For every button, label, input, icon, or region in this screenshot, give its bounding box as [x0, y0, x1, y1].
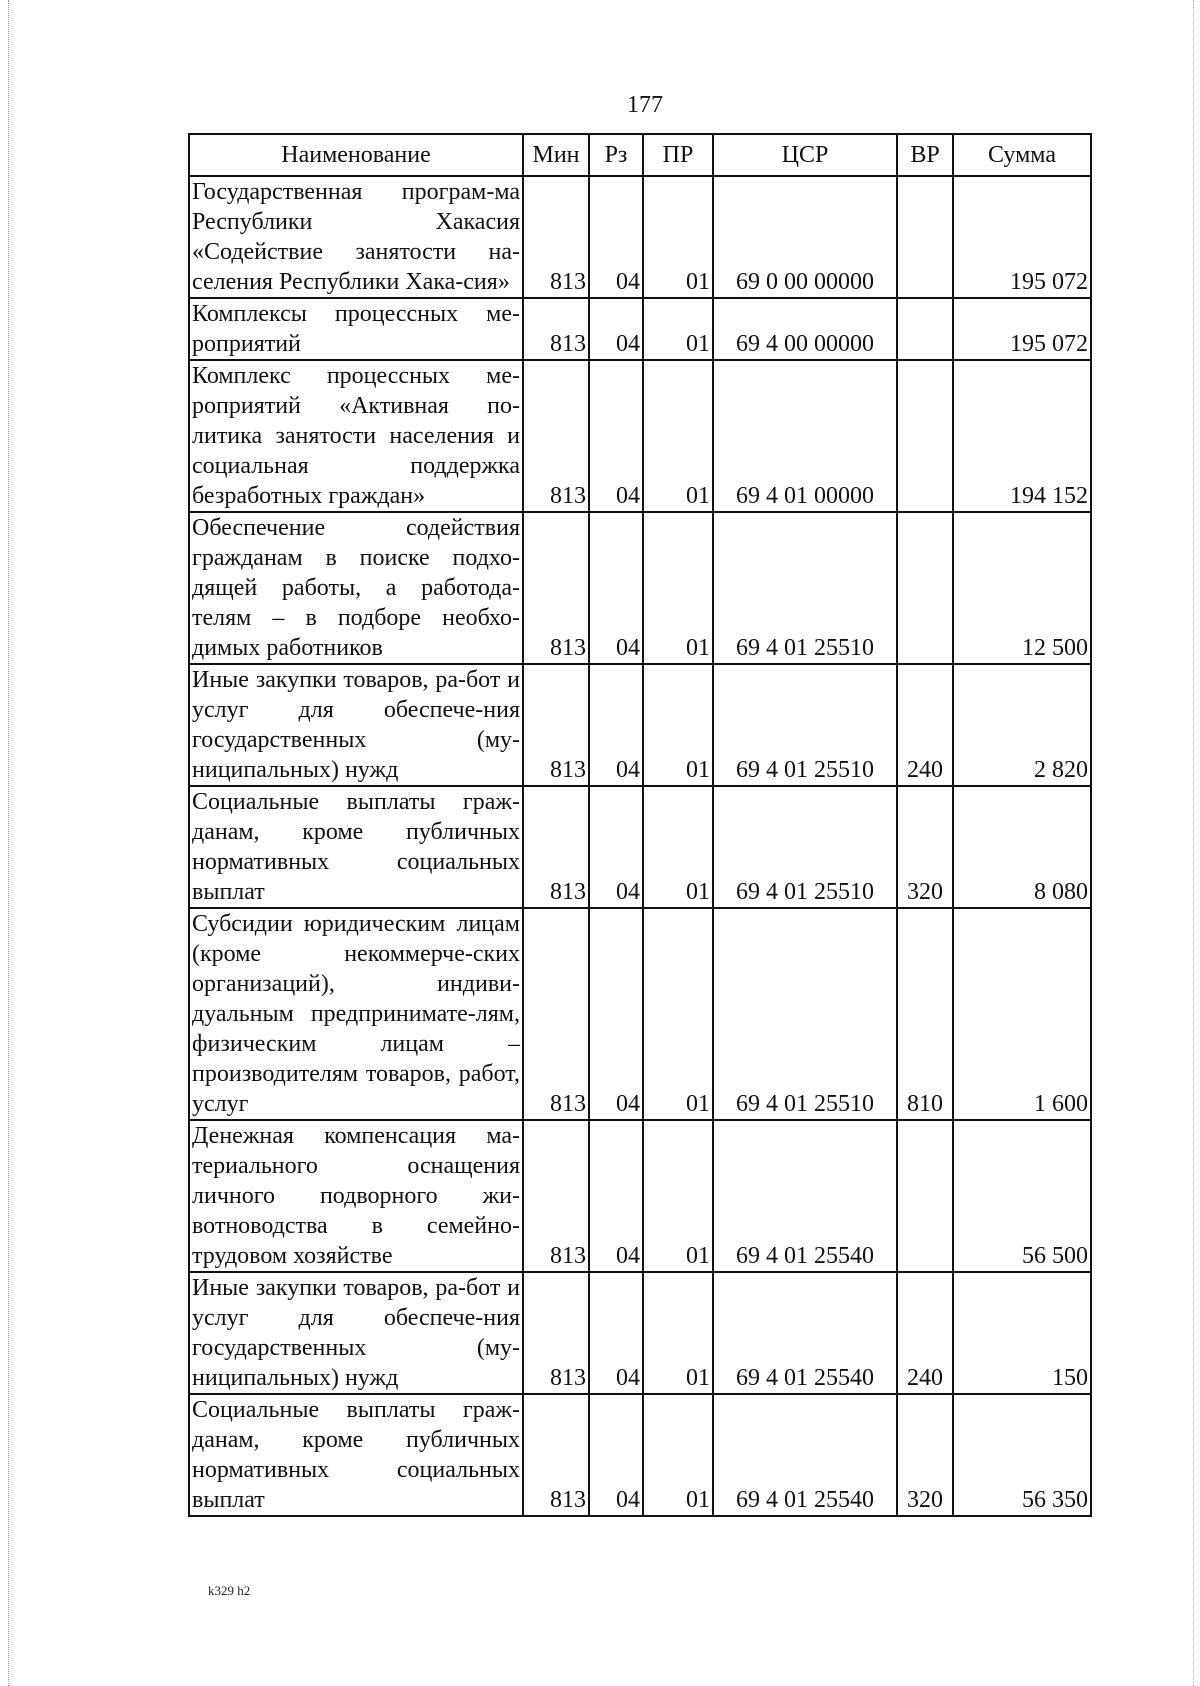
- row-name: Иные закупки товаров, ра-бот и услуг для обеспече-ния государственных (му-ниципальных) нужд: [189, 664, 523, 786]
- row-vr: [897, 298, 953, 360]
- header-rz: Рз: [589, 134, 643, 176]
- row-pr: 01: [643, 360, 713, 512]
- row-sum: 8 080: [953, 786, 1091, 908]
- row-pr: 01: [643, 908, 713, 1120]
- page-number: 177: [627, 92, 663, 118]
- row-min: 813: [523, 908, 589, 1120]
- scan-edge-left: [8, 0, 9, 1686]
- row-name: Государственная програм-ма Республики Хакасия «Содействие занятости на-селения Республики Хака-сия»: [189, 176, 523, 298]
- header-min: Мин: [523, 134, 589, 176]
- header-name: Наименование: [189, 134, 523, 176]
- row-name: Иные закупки товаров, ра-бот и услуг для обеспече-ния государственных (му-ниципальных) нужд: [189, 1272, 523, 1394]
- row-csr: 69 4 01 25510: [713, 512, 897, 664]
- row-sum: 56 350: [953, 1394, 1091, 1516]
- row-name: Комплексы процессных ме-роприятий: [189, 298, 523, 360]
- table-row: [189, 512, 1091, 664]
- table-row: [189, 1394, 1091, 1516]
- row-csr: 69 4 01 25540: [713, 1394, 897, 1516]
- row-min: 813: [523, 176, 589, 298]
- row-csr: 69 4 01 25540: [713, 1272, 897, 1394]
- row-name: Социальные выплаты граж-данам, кроме публичных нормативных социальных выплат: [189, 1394, 523, 1516]
- row-min: 813: [523, 1394, 589, 1516]
- budget-table: [188, 133, 1092, 1517]
- row-csr: 69 4 01 25510: [713, 786, 897, 908]
- row-name: Субсидии юридическим лицам (кроме некоммерче-ских организаций), индиви-дуальным предпринимате-лям, физическим лицам – производителям товаров, работ, услуг: [189, 908, 523, 1120]
- header-sum: Сумма: [953, 134, 1091, 176]
- row-vr: [897, 1120, 953, 1272]
- row-pr: 01: [643, 1272, 713, 1394]
- row-min: 813: [523, 1120, 589, 1272]
- row-rz: 04: [589, 512, 643, 664]
- table-row: [189, 298, 1091, 360]
- row-sum: 150: [953, 1272, 1091, 1394]
- row-sum: 56 500: [953, 1120, 1091, 1272]
- row-pr: 01: [643, 664, 713, 786]
- row-name: Денежная компенсация ма-териального оснащения личного подворного жи-вотноводства в семейно-трудовом хозяйстве: [189, 1120, 523, 1272]
- row-csr: 69 0 00 00000: [713, 176, 897, 298]
- row-rz: 04: [589, 908, 643, 1120]
- row-rz: 04: [589, 786, 643, 908]
- row-min: 813: [523, 360, 589, 512]
- row-pr: 01: [643, 176, 713, 298]
- row-min: 813: [523, 786, 589, 908]
- row-min: 813: [523, 298, 589, 360]
- row-name: Обеспечение содействия гражданам в поиске подхо-дящей работы, а работода-телям – в подборе необхо-димых работников: [189, 512, 523, 664]
- row-sum: 194 152: [953, 360, 1091, 512]
- row-pr: 01: [643, 1120, 713, 1272]
- table-row: [189, 176, 1091, 298]
- row-vr: 320: [897, 1394, 953, 1516]
- table-row: [189, 360, 1091, 512]
- row-rz: 04: [589, 176, 643, 298]
- scan-edge-right: [1193, 0, 1194, 1686]
- row-csr: 69 4 01 00000: [713, 360, 897, 512]
- row-pr: 01: [643, 512, 713, 664]
- row-vr: [897, 360, 953, 512]
- row-sum: 195 072: [953, 176, 1091, 298]
- row-csr: 69 4 01 25540: [713, 1120, 897, 1272]
- row-vr: [897, 176, 953, 298]
- row-name: Социальные выплаты граж-данам, кроме публичных нормативных социальных выплат: [189, 786, 523, 908]
- header-vr: ВР: [897, 134, 953, 176]
- row-min: 813: [523, 512, 589, 664]
- row-vr: [897, 512, 953, 664]
- table-header-row: [189, 134, 1091, 176]
- row-sum: 2 820: [953, 664, 1091, 786]
- table-row: [189, 908, 1091, 1120]
- footer-document-code: k329 h2: [208, 1583, 251, 1598]
- table-row: [189, 664, 1091, 786]
- header-csr: ЦСР: [713, 134, 897, 176]
- row-csr: 69 4 01 25510: [713, 664, 897, 786]
- table-row: [189, 1272, 1091, 1394]
- row-pr: 01: [643, 298, 713, 360]
- row-rz: 04: [589, 360, 643, 512]
- row-sum: 1 600: [953, 908, 1091, 1120]
- row-min: 813: [523, 1272, 589, 1394]
- row-csr: 69 4 01 25510: [713, 908, 897, 1120]
- table-row: [189, 786, 1091, 908]
- row-rz: 04: [589, 1120, 643, 1272]
- header-pr: ПР: [643, 134, 713, 176]
- row-csr: 69 4 00 00000: [713, 298, 897, 360]
- row-sum: 12 500: [953, 512, 1091, 664]
- row-rz: 04: [589, 1272, 643, 1394]
- row-vr: 240: [897, 1272, 953, 1394]
- row-pr: 01: [643, 1394, 713, 1516]
- row-min: 813: [523, 664, 589, 786]
- row-pr: 01: [643, 786, 713, 908]
- row-vr: 240: [897, 664, 953, 786]
- row-name: Комплекс процессных ме-роприятий «Активная по-литика занятости населения и социальная поддержка безработных граждан»: [189, 360, 523, 512]
- row-vr: 320: [897, 786, 953, 908]
- row-rz: 04: [589, 1394, 643, 1516]
- table-row: [189, 1120, 1091, 1272]
- row-rz: 04: [589, 298, 643, 360]
- row-sum: 195 072: [953, 298, 1091, 360]
- row-vr: 810: [897, 908, 953, 1120]
- row-rz: 04: [589, 664, 643, 786]
